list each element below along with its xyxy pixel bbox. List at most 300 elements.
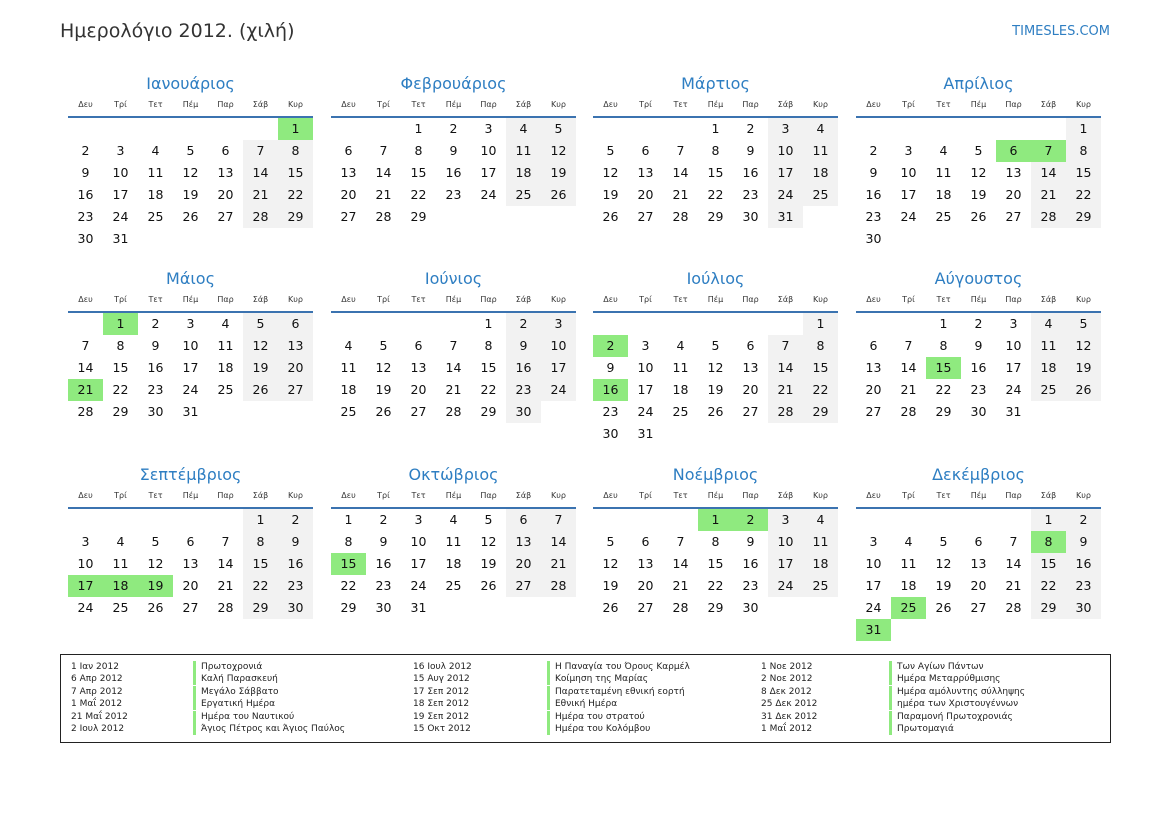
weekday-label: Τετ — [936, 295, 951, 304]
empty-day-cell — [366, 118, 401, 140]
empty-day-cell — [208, 228, 243, 250]
empty-day-cell — [926, 118, 961, 140]
empty-day-cell — [331, 313, 366, 335]
day-cell: 29 — [340, 600, 357, 615]
day-cell: 1 — [1031, 509, 1066, 531]
day-cell: 24 — [768, 184, 803, 206]
weekday-label: Πέμ — [182, 100, 199, 109]
day-cell: 11 — [1031, 335, 1066, 357]
weekday-label: Πέμ — [445, 491, 462, 500]
day-cell: 12 — [541, 140, 576, 162]
weekday-label: Κυρ — [1076, 491, 1091, 500]
day-cell: 17 — [900, 187, 917, 202]
site-link[interactable]: TIMESLES.COM — [1012, 24, 1110, 39]
weekday-label: Τετ — [411, 491, 426, 500]
empty-day-cell — [103, 118, 138, 140]
weekday-label: Τετ — [936, 491, 951, 500]
empty-day-cell — [996, 228, 1031, 250]
week-row — [856, 575, 1101, 597]
page-title: Ημερολόγιο 2012. (χιλή) — [60, 20, 295, 42]
empty-day-cell — [401, 313, 436, 335]
day-cell: 30 — [147, 404, 164, 419]
week-row — [331, 162, 576, 184]
day-cell: 14 — [1005, 556, 1022, 571]
day-cell: 18 — [1031, 357, 1066, 379]
day-cell: 20 — [410, 382, 427, 397]
empty-day-cell — [593, 118, 628, 140]
empty-day-cell — [208, 118, 243, 140]
day-cell: 26 — [480, 578, 497, 593]
day-cell: 23 — [602, 404, 619, 419]
day-cell: 21 — [217, 578, 234, 593]
month-name: Ιανουάριος — [146, 74, 235, 93]
day-cell: 8 — [939, 338, 948, 353]
weekday-label: Παρ — [742, 100, 759, 109]
empty-day-cell — [698, 313, 733, 335]
day-cell: 17 — [865, 578, 882, 593]
week-row — [593, 531, 838, 553]
empty-day-cell — [436, 206, 471, 228]
legend-color-marker — [547, 661, 550, 673]
month-name: Φεβρουάριος — [400, 74, 507, 93]
legend-date: 15 Αυγ 2012 — [413, 674, 470, 685]
empty-day-cell — [208, 401, 243, 423]
week-row — [593, 575, 838, 597]
legend-holiday-name: Παρατεταμένη εθνική εορτή — [555, 686, 685, 697]
day-cell: 17 — [768, 553, 803, 575]
day-cell: 31 — [410, 600, 427, 615]
day-cell: 12 — [970, 165, 987, 180]
week-row — [331, 575, 576, 597]
day-cell: 9 — [746, 143, 755, 158]
week-row — [331, 206, 576, 228]
day-cell: 17 — [637, 382, 654, 397]
day-cell: 23 — [445, 187, 462, 202]
day-cell: 26 — [243, 379, 278, 401]
month-name: Οκτώβριος — [408, 465, 499, 484]
day-cell: 25 — [1031, 379, 1066, 401]
week-row — [331, 184, 576, 206]
day-cell: 3 — [414, 512, 423, 527]
legend-holiday-name: Η Παναγία του Όρους Καρμέλ — [555, 662, 690, 672]
weekday-label: Σάβ — [252, 491, 269, 500]
week-row — [68, 575, 313, 597]
day-cell: 24 — [900, 209, 917, 224]
week-row — [68, 162, 313, 184]
month-block — [856, 268, 1101, 423]
week-row — [856, 379, 1101, 401]
holiday-day-cell: 2 — [593, 335, 628, 357]
legend-color-marker — [193, 698, 196, 710]
month-block — [331, 73, 576, 228]
day-cell: 15 — [243, 553, 278, 575]
day-cell: 14 — [768, 357, 803, 379]
holiday-legend — [60, 654, 1111, 743]
day-cell: 25 — [672, 404, 689, 419]
legend-color-marker — [547, 711, 550, 723]
empty-day-cell — [961, 118, 996, 140]
weekday-label: Σάβ — [777, 491, 794, 500]
day-cell: 28 — [77, 404, 94, 419]
day-cell: 23 — [77, 209, 94, 224]
weekday-label: Σάβ — [252, 295, 269, 304]
empty-day-cell — [331, 118, 366, 140]
day-cell: 25 — [803, 575, 838, 597]
empty-day-cell — [628, 313, 663, 335]
weekday-label: Δευ — [78, 491, 93, 500]
day-cell: 24 — [410, 578, 427, 593]
week-row — [593, 140, 838, 162]
week-row — [68, 357, 313, 379]
empty-day-cell — [138, 228, 173, 250]
weekday-label: Δευ — [341, 491, 356, 500]
day-cell: 29 — [803, 401, 838, 423]
empty-day-cell — [243, 118, 278, 140]
empty-day-cell — [891, 228, 926, 250]
day-cell: 21 — [900, 382, 917, 397]
weekday-label: Κυρ — [813, 491, 828, 500]
day-cell: 10 — [637, 360, 654, 375]
empty-day-cell — [996, 509, 1031, 531]
legend-date: 6 Απρ 2012 — [71, 674, 123, 685]
legend-date: 31 Δεκ 2012 — [761, 711, 818, 722]
empty-day-cell — [1031, 118, 1066, 140]
legend-color-marker — [193, 673, 196, 685]
day-cell: 19 — [480, 556, 497, 571]
day-cell: 28 — [672, 209, 689, 224]
day-cell: 22 — [480, 382, 497, 397]
empty-day-cell — [173, 118, 208, 140]
day-cell: 17 — [182, 360, 199, 375]
day-cell: 6 — [974, 534, 983, 549]
weekday-label: Δευ — [341, 295, 356, 304]
day-cell: 16 — [506, 357, 541, 379]
weekday-label: Πέμ — [970, 295, 987, 304]
empty-day-cell — [768, 313, 803, 335]
weekday-label: Κυρ — [1076, 100, 1091, 109]
holiday-day-cell: 16 — [593, 379, 628, 401]
day-cell: 8 — [278, 140, 313, 162]
weekday-label: Τρί — [902, 100, 915, 109]
day-cell: 20 — [340, 187, 357, 202]
weekday-label: Παρ — [480, 491, 497, 500]
day-cell: 10 — [1005, 338, 1022, 353]
legend-holiday-name: Πρωτοχρονιά — [201, 662, 263, 672]
empty-day-cell — [961, 228, 996, 250]
day-cell: 6 — [186, 534, 195, 549]
week-row — [68, 509, 313, 531]
day-cell: 5 — [606, 143, 615, 158]
week-row — [68, 401, 313, 423]
day-cell: 4 — [449, 512, 458, 527]
day-cell: 3 — [541, 313, 576, 335]
weekday-header — [593, 98, 838, 118]
day-cell: 7 — [221, 534, 230, 549]
day-cell: 30 — [865, 231, 882, 246]
week-row — [331, 357, 576, 379]
day-cell: 18 — [445, 556, 462, 571]
weekday-label: Παρ — [1005, 491, 1022, 500]
day-cell: 31 — [112, 231, 129, 246]
empty-day-cell — [1031, 401, 1066, 423]
weekday-label: Κυρ — [288, 295, 303, 304]
day-cell: 18 — [900, 578, 917, 593]
legend-holiday-name: Παραμονή Πρωτοχρονιάς — [897, 711, 1013, 722]
weekday-label: Σάβ — [1040, 491, 1057, 500]
day-cell: 6 — [746, 338, 755, 353]
empty-day-cell — [803, 206, 838, 228]
empty-day-cell — [541, 401, 576, 423]
day-cell: 6 — [869, 338, 878, 353]
month-name: Αύγουστος — [934, 269, 1023, 288]
weekday-label: Τετ — [148, 491, 163, 500]
day-cell: 26 — [935, 600, 952, 615]
weekday-label: Τετ — [673, 491, 688, 500]
weekday-header — [331, 98, 576, 118]
week-row — [856, 184, 1101, 206]
day-cell: 19 — [602, 578, 619, 593]
day-cell: 2 — [449, 121, 458, 136]
month-block — [331, 464, 576, 619]
day-cell: 10 — [768, 140, 803, 162]
day-cell: 13 — [1005, 165, 1022, 180]
empty-day-cell — [208, 509, 243, 531]
legend-holiday-name: Ημέρα Μεταρρύθμισης — [897, 674, 1001, 685]
day-cell: 5 — [151, 534, 160, 549]
day-cell: 16 — [147, 360, 164, 375]
day-cell: 8 — [711, 143, 720, 158]
legend-holiday-name: Πρωτομαγιά — [897, 724, 954, 734]
day-cell: 18 — [217, 360, 234, 375]
holiday-day-cell: 2 — [733, 509, 768, 531]
day-cell: 11 — [935, 165, 952, 180]
legend-holiday-name: Ημέρα του Ναυτικού — [201, 711, 295, 722]
day-cell: 15 — [707, 165, 724, 180]
day-cell: 16 — [278, 553, 313, 575]
legend-color-marker — [889, 661, 892, 673]
day-cell: 20 — [637, 187, 654, 202]
month-name: Απρίλιος — [943, 74, 1014, 93]
day-cell: 26 — [602, 209, 619, 224]
legend-holiday-name: Μεγάλο Σάββατο — [201, 686, 279, 697]
weekday-label: Πέμ — [182, 491, 199, 500]
day-cell: 21 — [768, 379, 803, 401]
day-cell: 30 — [1066, 597, 1101, 619]
holiday-day-cell: 21 — [68, 379, 103, 401]
weekday-label: Κυρ — [551, 491, 566, 500]
day-cell: 2 — [81, 143, 90, 158]
legend-color-marker — [193, 723, 196, 735]
week-row — [68, 184, 313, 206]
day-cell: 6 — [344, 143, 353, 158]
empty-day-cell — [996, 619, 1031, 641]
day-cell: 27 — [340, 209, 357, 224]
day-cell: 24 — [112, 209, 129, 224]
day-cell: 17 — [112, 187, 129, 202]
day-cell: 7 — [243, 140, 278, 162]
day-cell: 27 — [1005, 209, 1022, 224]
week-row — [331, 118, 576, 140]
day-cell: 27 — [506, 575, 541, 597]
day-cell: 29 — [1066, 206, 1101, 228]
month-name: Μάρτιος — [681, 74, 750, 93]
day-cell: 31 — [182, 404, 199, 419]
week-row — [856, 335, 1101, 357]
day-cell: 29 — [707, 209, 724, 224]
day-cell: 13 — [637, 165, 654, 180]
day-cell: 4 — [1031, 313, 1066, 335]
day-cell: 6 — [641, 534, 650, 549]
empty-day-cell — [768, 423, 803, 445]
day-cell: 13 — [182, 556, 199, 571]
day-cell: 2 — [746, 121, 755, 136]
day-cell: 28 — [672, 600, 689, 615]
week-row — [856, 357, 1101, 379]
day-cell: 5 — [974, 143, 983, 158]
day-cell: 23 — [278, 575, 313, 597]
day-cell: 16 — [375, 556, 392, 571]
day-cell: 20 — [865, 382, 882, 397]
day-cell: 4 — [506, 118, 541, 140]
day-cell: 23 — [742, 187, 759, 202]
legend-color-marker — [547, 698, 550, 710]
legend-color-marker — [889, 723, 892, 735]
empty-day-cell — [628, 118, 663, 140]
day-cell: 7 — [379, 143, 388, 158]
weekday-label: Πέμ — [970, 491, 987, 500]
day-cell: 3 — [81, 534, 90, 549]
day-cell: 13 — [340, 165, 357, 180]
legend-date: 2 Νοε 2012 — [761, 674, 813, 685]
month-name: Ιούνιος — [424, 269, 483, 288]
day-cell: 13 — [970, 556, 987, 571]
legend-date: 1 Ιαν 2012 — [71, 662, 119, 672]
day-cell: 28 — [1005, 600, 1022, 615]
weekday-label: Σάβ — [252, 100, 269, 109]
weekday-label: Σάβ — [1040, 295, 1057, 304]
weekday-label: Πέμ — [707, 491, 724, 500]
empty-day-cell — [1031, 619, 1066, 641]
month-block — [68, 73, 313, 250]
week-row — [68, 335, 313, 357]
day-cell: 29 — [1031, 597, 1066, 619]
weekday-label: Κυρ — [551, 295, 566, 304]
day-cell: 21 — [541, 553, 576, 575]
day-cell: 18 — [803, 162, 838, 184]
weekday-label: Τρί — [377, 100, 390, 109]
day-cell: 11 — [803, 140, 838, 162]
week-row — [856, 313, 1101, 335]
day-cell: 1 — [344, 512, 353, 527]
day-cell: 28 — [243, 206, 278, 228]
day-cell: 28 — [768, 401, 803, 423]
weekday-label: Παρ — [1005, 295, 1022, 304]
weekday-label: Πέμ — [445, 100, 462, 109]
empty-day-cell — [436, 597, 471, 619]
day-cell: 15 — [803, 357, 838, 379]
day-cell: 22 — [803, 379, 838, 401]
weekday-label: Παρ — [742, 491, 759, 500]
day-cell: 12 — [602, 556, 619, 571]
day-cell: 17 — [768, 162, 803, 184]
week-row — [331, 553, 576, 575]
day-cell: 3 — [484, 121, 493, 136]
weekday-label: Τρί — [902, 295, 915, 304]
day-cell: 11 — [672, 360, 689, 375]
day-cell: 8 — [484, 338, 493, 353]
month-block — [856, 464, 1101, 641]
empty-day-cell — [926, 509, 961, 531]
empty-day-cell — [663, 509, 698, 531]
legend-date: 7 Απρ 2012 — [71, 686, 123, 697]
day-cell: 2 — [379, 512, 388, 527]
day-cell: 3 — [186, 316, 195, 331]
legend-holiday-name: Εθνική Ημέρα — [555, 699, 618, 710]
day-cell: 10 — [410, 534, 427, 549]
day-cell: 23 — [147, 382, 164, 397]
empty-day-cell — [663, 313, 698, 335]
weekday-label: Τετ — [411, 100, 426, 109]
day-cell: 2 — [869, 143, 878, 158]
day-cell: 30 — [375, 600, 392, 615]
day-cell: 6 — [221, 143, 230, 158]
day-cell: 13 — [506, 531, 541, 553]
empty-day-cell — [366, 313, 401, 335]
day-cell: 14 — [445, 360, 462, 375]
day-cell: 6 — [278, 313, 313, 335]
legend-color-marker — [547, 723, 550, 735]
day-cell: 12 — [375, 360, 392, 375]
empty-day-cell — [138, 118, 173, 140]
day-cell: 26 — [375, 404, 392, 419]
weekday-label: Τρί — [902, 491, 915, 500]
day-cell: 9 — [151, 338, 160, 353]
legend-holiday-name: Ημέρα αμόλυντης σύλληψης — [897, 686, 1026, 697]
empty-day-cell — [768, 597, 803, 619]
day-cell: 15 — [1031, 553, 1066, 575]
week-row — [856, 118, 1101, 140]
day-cell: 17 — [480, 165, 497, 180]
day-cell: 21 — [243, 184, 278, 206]
day-cell: 14 — [672, 556, 689, 571]
day-cell: 19 — [541, 162, 576, 184]
day-cell: 16 — [742, 165, 759, 180]
day-cell: 6 — [414, 338, 423, 353]
day-cell: 13 — [410, 360, 427, 375]
day-cell: 18 — [672, 382, 689, 397]
day-cell: 14 — [900, 360, 917, 375]
empty-day-cell — [803, 423, 838, 445]
day-cell: 11 — [900, 556, 917, 571]
legend-date: 16 Ιουλ 2012 — [413, 662, 472, 672]
weekday-header — [856, 98, 1101, 118]
holiday-day-cell: 8 — [1031, 531, 1066, 553]
week-row — [331, 379, 576, 401]
week-row — [593, 597, 838, 619]
month-name: Ιούλιος — [686, 269, 745, 288]
holiday-day-cell: 6 — [996, 140, 1031, 162]
day-cell: 31 — [768, 206, 803, 228]
week-row — [331, 531, 576, 553]
legend-holiday-name: Εργατική Ημέρα — [201, 699, 275, 710]
day-cell: 7 — [676, 143, 685, 158]
day-cell: 4 — [939, 143, 948, 158]
week-row — [68, 228, 313, 250]
day-cell: 27 — [742, 404, 759, 419]
empty-day-cell — [856, 313, 891, 335]
empty-day-cell — [68, 118, 103, 140]
week-row — [331, 335, 576, 357]
